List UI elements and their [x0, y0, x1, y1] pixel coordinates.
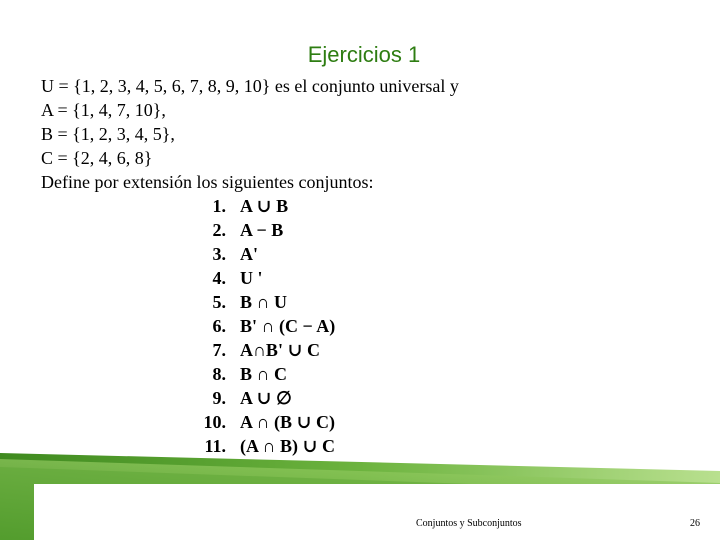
- exercise-number: 7.: [212, 340, 226, 360]
- exercise-item: [180, 314, 335, 338]
- page-number: 26: [690, 518, 700, 529]
- exercise-expression: A ∩ (B ∪ C): [240, 412, 336, 432]
- exercise-list: [180, 194, 335, 482]
- exercise-number: 8.: [212, 364, 226, 384]
- exercise-item: [180, 338, 335, 362]
- exercise-number: 10.: [203, 412, 226, 432]
- exercise-item: [180, 266, 335, 290]
- exercise-number: 3.: [212, 244, 226, 264]
- set-b-line: B = {1, 2, 3, 4, 5},: [41, 124, 175, 144]
- exercise-item: [180, 194, 335, 218]
- exercise-number: 2.: [212, 220, 226, 240]
- exercise-number: 4.: [212, 268, 226, 288]
- exercise-item: [180, 386, 335, 410]
- exercise-expression: A ∪ ∅: [240, 388, 292, 408]
- universal-set-line: U = {1, 2, 3, 4, 5, 6, 7, 8, 9, 10} es el conjunto universal y: [41, 76, 459, 96]
- exercise-expression: B ∩ U: [240, 292, 287, 312]
- exercise-item: [180, 290, 335, 314]
- exercise-number: 5.: [212, 292, 226, 312]
- problem-statement: [41, 74, 459, 194]
- exercise-item: [180, 218, 335, 242]
- exercise-expression: A − B: [240, 220, 284, 240]
- footer-panel: [34, 484, 720, 540]
- exercise-number: 11.: [204, 436, 226, 456]
- exercise-expression: U ': [240, 268, 263, 288]
- exercise-item: [180, 410, 335, 434]
- exercise-expression: (A ∩ B) ∪ C: [240, 436, 336, 456]
- exercise-expression: A∩B' ∪ C: [240, 340, 321, 360]
- exercise-expression: A ∪ B: [240, 196, 289, 216]
- exercise-expression: B' ∩ (C − A): [240, 316, 336, 336]
- exercise-number: 9.: [212, 388, 226, 408]
- exercise-item: [180, 362, 335, 386]
- set-c-line: C = {2, 4, 6, 8}: [41, 148, 153, 168]
- exercise-expression: B ∩ C: [240, 364, 287, 384]
- footer-text: Conjuntos y Subconjuntos: [416, 518, 522, 529]
- exercise-expression: A': [240, 244, 258, 264]
- slide-title: Ejercicios 1: [307, 42, 421, 67]
- exercise-item: [180, 242, 335, 266]
- exercise-number: 1.: [212, 196, 226, 216]
- exercise-number: 6.: [212, 316, 226, 336]
- set-a-line: A = {1, 4, 7, 10},: [41, 100, 166, 120]
- instruction-line: Define por extensión los siguientes conjuntos:: [41, 172, 374, 192]
